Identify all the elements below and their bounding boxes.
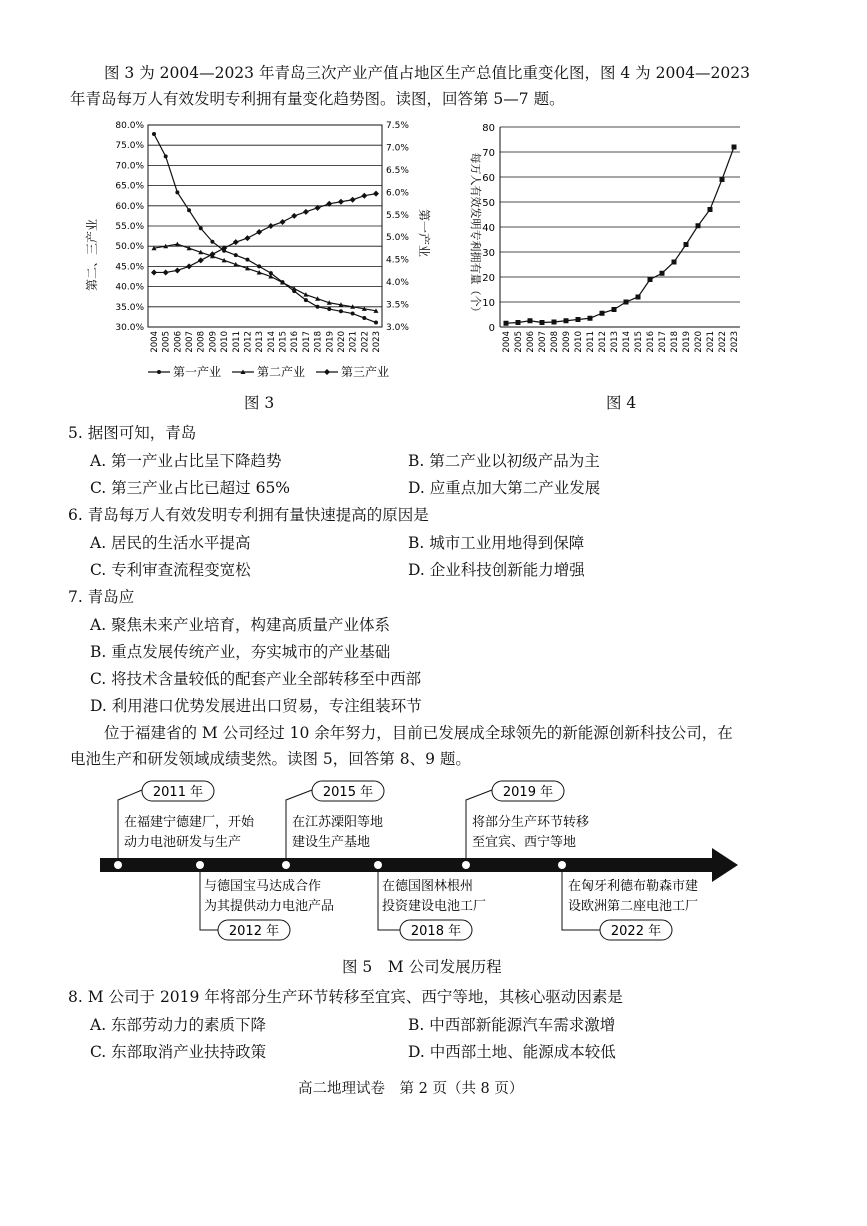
fig3-point-tertiary (361, 193, 367, 199)
q7-option-d: D. 利用港口优势发展进出口贸易，专注组装环节 (90, 697, 422, 715)
fig4-x-tick: 2018 (670, 331, 680, 353)
fig3-point-primary (164, 154, 168, 158)
fig3-left-tick: 40.0% (115, 282, 144, 293)
fig3-x-tick: 2016 (290, 331, 301, 353)
fig4-x-tick: 2007 (538, 331, 548, 353)
year-2018: 2018 年 (410, 924, 462, 939)
fig3-point-tertiary (303, 209, 309, 215)
fig4-point (576, 317, 581, 322)
fig3-right-axis-label: 第一产业 (417, 208, 431, 258)
fig3-point-tertiary (209, 251, 215, 257)
fig3-right-tick: 7.0% (386, 143, 409, 154)
fig4-point (516, 320, 521, 325)
fig3-right-tick: 6.5% (386, 165, 409, 176)
fig4-y-tick: 10 (482, 298, 495, 309)
fig4-x-tick: 2005 (514, 331, 524, 353)
q6-option-a: A. 居民的生活水平提高 (90, 534, 251, 552)
fig3-point-primary (199, 226, 203, 230)
year-2012: 2012 年 (228, 924, 280, 939)
fig4-point (504, 321, 509, 326)
fig3-x-tick: 2007 (185, 331, 196, 353)
fig4-point (660, 271, 665, 276)
fig3-point-primary (351, 312, 355, 316)
year-2019: 2019 年 (502, 785, 554, 800)
fig4-point (600, 311, 605, 316)
fig3-x-tick: 2015 (278, 331, 289, 353)
fig4-point (612, 307, 617, 312)
fig4-x-tick: 2008 (550, 331, 560, 353)
fig3-point-tertiary (244, 235, 250, 241)
fig3-x-tick: 2021 (348, 331, 359, 353)
fig4-y-tick: 50 (482, 198, 495, 209)
fig3-point-primary (339, 309, 343, 313)
fig3-x-tick: 2014 (266, 331, 277, 353)
fig4-x-tick: 2022 (718, 331, 728, 353)
event-2019-line2: 至宜宾、西宁等地 (472, 835, 577, 850)
fig3-x-tick: 2010 (220, 331, 231, 353)
fig3-right-tick: 3.5% (386, 300, 409, 311)
fig3-point-tertiary (373, 191, 379, 197)
fig4-x-tick: 2009 (562, 331, 572, 353)
timeline-dot (374, 861, 382, 869)
fig3-right-tick: 7.5% (386, 121, 409, 131)
q7-stem: 7. 青岛应 (68, 588, 135, 606)
fig4-y-tick: 40 (482, 223, 495, 234)
event-2011-line2: 动力电池研发与生产 (124, 835, 242, 850)
figure-3-chart (82, 115, 432, 385)
year-2011: 2011 年 (152, 785, 204, 800)
fig3-point-tertiary (163, 269, 169, 275)
q8-option-b: B. 中西部新能源汽车需求激增 (408, 1016, 616, 1034)
event-2015-line2: 建设生产基地 (292, 835, 371, 850)
fig3-point-primary (316, 305, 320, 309)
q5-option-a: A. 第一产业占比呈下降趋势 (90, 452, 282, 470)
fig4-point (684, 242, 689, 247)
fig4-point (552, 320, 557, 325)
fig3-point-tertiary (233, 239, 239, 245)
fig4-x-tick: 2012 (598, 331, 608, 353)
intro2-line-1: 位于福建省的 M 公司经过 10 余年努力，目前已发展成全球领先的新能源创新科技公司，在 (104, 724, 733, 742)
fig3-point-primary (257, 264, 261, 268)
fig3-left-tick: 45.0% (115, 262, 144, 273)
q8-stem: 8. M 公司于 2019 年将部分生产环节转移至宜宾、西宁等地，其核心驱动因素是 (68, 988, 623, 1006)
fig4-point (528, 318, 533, 323)
q5-option-d: D. 应重点加大第二产业发展 (408, 479, 601, 497)
fig4-point (636, 295, 641, 300)
fig3-right-tick: 4.0% (386, 278, 409, 289)
fig3-left-axis-label: 第二、三产业 (85, 218, 99, 292)
timeline-dot (282, 861, 290, 869)
event-2012-line2: 为其提供动力电池产品 (204, 899, 335, 914)
q5-option-b: B. 第二产业以初级产品为主 (408, 452, 600, 470)
figure-3-caption: 图 3 (244, 394, 275, 412)
fig3-x-tick: 2012 (243, 331, 254, 353)
fig4-x-tick: 2010 (574, 331, 584, 353)
timeline-dot (558, 861, 566, 869)
year-2022: 2022 年 (610, 924, 662, 939)
fig3-point-primary (245, 258, 249, 262)
timeline-arrowhead (712, 848, 738, 882)
event-2018-line1: 在德国图林根州 (382, 879, 474, 894)
fig3-point-tertiary (338, 199, 344, 205)
fig3-left-tick: 35.0% (115, 302, 144, 313)
fig3-left-tick: 75.0% (115, 141, 144, 152)
fig3-x-tick: 2023 (372, 331, 382, 353)
fig3-point-primary (374, 321, 378, 325)
q5-stem: 5. 据图可知，青岛 (68, 424, 197, 442)
timeline-bar (100, 858, 712, 872)
q6-option-c: C. 专利审查流程变宽松 (90, 561, 251, 579)
q6-stem: 6. 青岛每万人有效发明专利拥有量快速提高的原因是 (68, 506, 429, 524)
fig3-point-primary (304, 298, 308, 302)
intro-line-1: 图 3 为 2004—2023 年青岛三次产业产值占地区生产总值比重变化图，图 4 为 2004—2023 (104, 64, 750, 82)
q8-option-d: D. 中西部土地、能源成本较低 (408, 1043, 616, 1061)
fig4-point (624, 300, 629, 305)
q7-option-a: A. 聚焦未来产业培育，构建高质量产业体系 (90, 616, 391, 634)
q5-option-c: C. 第三产业占比已超过 65% (90, 479, 291, 497)
fig3-right-tick: 3.0% (386, 323, 409, 333)
fig3-right-tick: 5.0% (386, 233, 409, 244)
page-footer: 高二地理试卷 第 2 页（共 8 页） (298, 1081, 524, 1097)
fig3-point-tertiary (151, 269, 157, 275)
legend-label: 第三产业 (341, 365, 390, 379)
fig3-x-tick: 2017 (301, 331, 312, 353)
fig4-point (720, 177, 725, 182)
q6-option-b: B. 城市工业用地得到保障 (408, 534, 585, 552)
fig4-point (696, 223, 701, 228)
fig3-point-primary (152, 132, 156, 136)
fig3-right-tick: 4.5% (386, 255, 409, 266)
fig3-point-tertiary (198, 257, 204, 263)
fig3-point-tertiary (256, 229, 262, 235)
fig3-left-tick: 70.0% (115, 161, 144, 172)
fig4-x-tick: 2016 (646, 331, 656, 353)
event-2018-line2: 投资建设电池工厂 (382, 899, 487, 914)
fig3-point-tertiary (350, 197, 356, 203)
event-2019-line1: 将部分生产环节转移 (472, 815, 590, 830)
q7-option-b: B. 重点发展传统产业，夯实城市的产业基础 (90, 643, 391, 661)
fig3-point-tertiary (291, 213, 297, 219)
figure-4-chart (458, 115, 758, 365)
fig3-point-primary (362, 316, 366, 320)
fig3-left-tick: 80.0% (115, 121, 144, 131)
fig3-point-primary (327, 307, 331, 311)
fig4-y-tick: 70 (482, 148, 495, 159)
fig3-right-tick: 5.5% (386, 210, 409, 221)
event-2012-line1: 与德国宝马达成合作 (204, 879, 322, 894)
legend-label: 第一产业 (173, 365, 222, 379)
fig3-series-line (154, 134, 376, 323)
fig3-point-tertiary (280, 219, 286, 225)
fig4-y-tick: 80 (482, 123, 495, 134)
fig4-y-tick: 20 (482, 273, 495, 284)
fig3-point-primary (175, 190, 179, 194)
fig3-left-tick: 65.0% (115, 181, 144, 192)
fig3-point-primary (234, 253, 238, 257)
legend-marker (324, 369, 330, 375)
fig3-x-tick: 2013 (255, 331, 266, 353)
intro2-line-2: 电池生产和研发领域成绩斐然。读图 5，回答第 8、9 题。 (70, 750, 471, 768)
fig3-point-tertiary (174, 267, 180, 273)
fig4-x-tick: 2011 (586, 331, 596, 353)
timeline-dot (196, 861, 204, 869)
figure-5-timeline (90, 780, 750, 950)
fig3-point-primary (187, 208, 191, 212)
fig4-y-tick: 0 (488, 323, 495, 334)
q8-option-a: A. 东部劳动力的素质下降 (90, 1016, 267, 1034)
fig3-x-tick: 2005 (161, 331, 172, 353)
fig4-y-tick: 30 (482, 248, 495, 259)
q8-option-c: C. 东部取消产业扶持政策 (90, 1043, 267, 1061)
legend-label: 第二产业 (257, 365, 306, 379)
fig3-x-tick: 2008 (196, 331, 207, 353)
fig3-right-tick: 6.0% (386, 188, 409, 199)
fig3-x-tick: 2009 (208, 331, 219, 353)
legend-marker (157, 370, 161, 374)
fig3-left-tick: 60.0% (115, 201, 144, 212)
fig3-x-tick: 2020 (336, 331, 347, 353)
timeline-dot (114, 861, 122, 869)
fig3-left-tick: 50.0% (115, 242, 144, 253)
event-2011-line1: 在福建宁德建厂，开始 (124, 815, 255, 830)
fig4-point (540, 320, 545, 325)
fig4-point (672, 260, 677, 265)
fig4-point (564, 318, 569, 323)
fig3-x-tick: 2011 (231, 331, 242, 353)
fig3-point-primary (210, 240, 214, 244)
fig4-point (588, 316, 593, 321)
fig3-left-tick: 55.0% (115, 222, 144, 232)
fig3-x-tick: 2022 (360, 331, 371, 353)
timeline-dot (462, 861, 470, 869)
fig4-x-tick: 2013 (610, 331, 620, 353)
fig4-x-tick: 2020 (694, 331, 704, 353)
fig3-point-tertiary (268, 223, 274, 229)
fig4-series-line (506, 147, 734, 323)
fig3-x-tick: 2019 (325, 331, 336, 353)
fig4-x-tick: 2014 (622, 331, 632, 353)
figure-4-caption: 图 4 (606, 394, 637, 412)
q6-option-d: D. 企业科技创新能力增强 (408, 561, 585, 579)
fig4-x-tick: 2017 (658, 331, 668, 353)
fig4-x-tick: 2006 (526, 331, 536, 353)
fig4-x-tick: 2019 (682, 331, 692, 353)
fig4-point (732, 145, 737, 150)
fig4-point (708, 207, 713, 212)
fig3-x-tick: 2018 (313, 331, 324, 353)
figure-5-caption: 图 5 M 公司发展历程 (342, 958, 502, 976)
fig4-x-tick: 2015 (634, 331, 644, 353)
event-2022-line1: 在匈牙利德布勒森市建 (568, 879, 699, 894)
fig4-y-tick: 60 (482, 173, 495, 184)
fig3-x-tick: 2006 (173, 331, 184, 353)
fig4-axis-label: 每万人有效发明专利拥有量（个） (469, 152, 482, 318)
fig4-point (648, 277, 653, 282)
fig3-left-tick: 30.0% (115, 323, 144, 333)
fig3-x-tick: 2004 (150, 331, 160, 353)
event-2015-line1: 在江苏溧阳等地 (292, 815, 384, 830)
fig4-x-tick: 2021 (706, 331, 716, 353)
intro-line-2: 年青岛每万人有效发明专利拥有量变化趋势图。读图，回答第 5—7 题。 (70, 90, 565, 108)
fig4-x-tick: 2023 (730, 331, 740, 353)
q7-option-c: C. 将技术含量较低的配套产业全部转移至中西部 (90, 670, 422, 688)
fig3-series-line (154, 244, 376, 311)
event-2022-line2: 设欧洲第二座电池工厂 (568, 899, 699, 914)
fig4-x-tick: 2004 (502, 331, 512, 353)
year-2015: 2015 年 (322, 785, 374, 800)
fig3-legend (146, 364, 446, 380)
fig3-point-tertiary (186, 263, 192, 269)
